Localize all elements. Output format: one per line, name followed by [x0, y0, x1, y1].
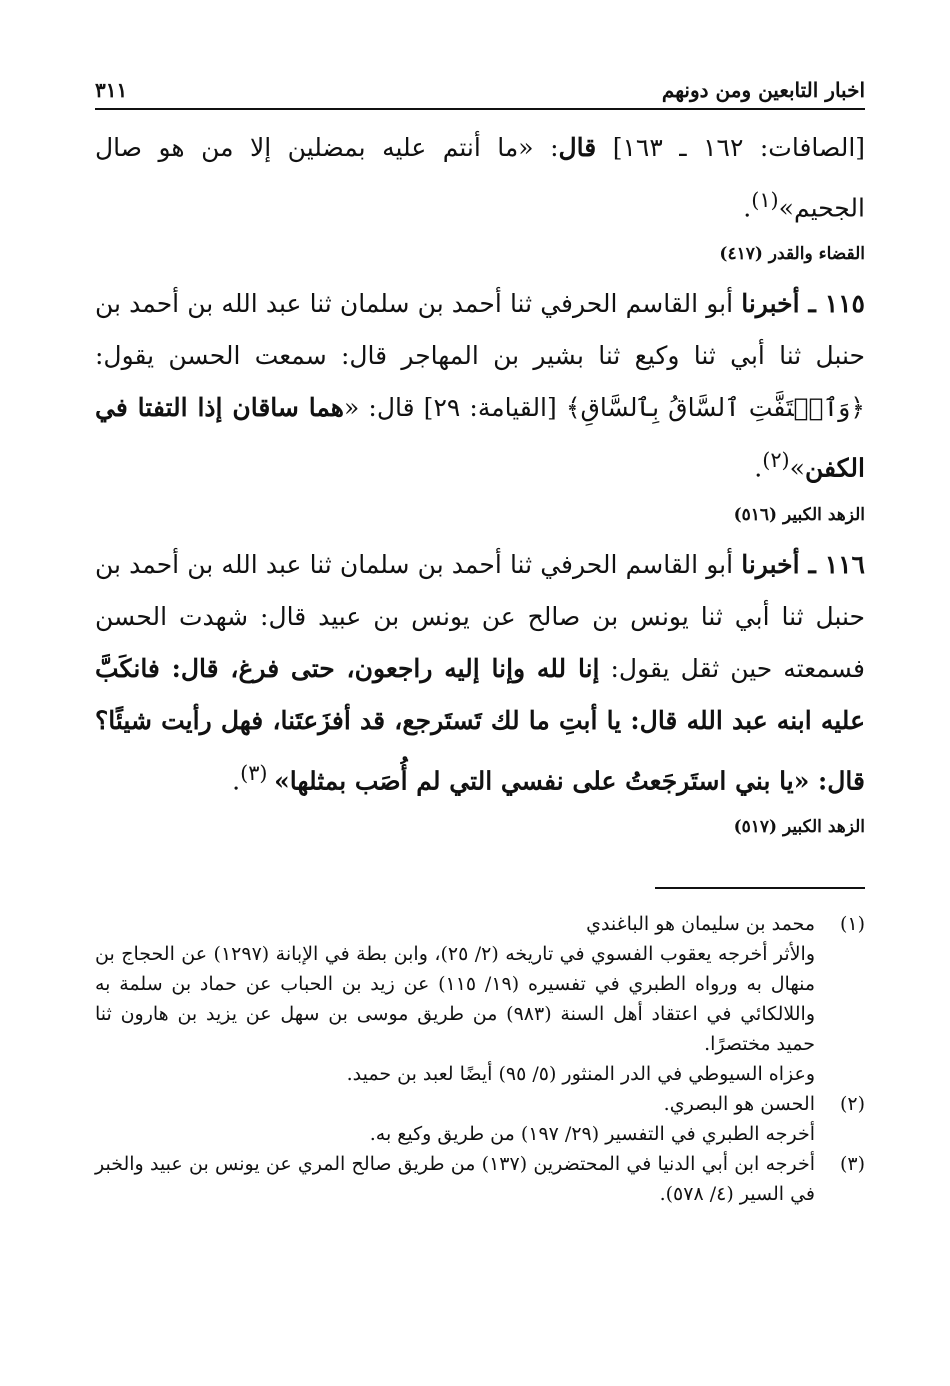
source-reference: الزهد الكبير (٥١٧) — [733, 816, 865, 837]
paragraph-116: ١١٦ ـ أخبرنا أبو القاسم الحرفي ثنا أحمد بن سلمان ثنا عبد الله بن أحمد بن حنبل ثنا أبي ثنا يونس بن صالح عن يونس بن عبيد قال: شهدت الحسن فسمعته حين ثقل يقول: إنا لله وإنا إليه راجعون، حتى فرغ، قال: فانكَبَّ عليه ابنه عبد الله قال: يا أبتِ ما لك تَستَرجع، قد أفزَعتَنا، فهل رأيت شيئًا؟ قال: «يا بني استَرجَعتُ على نفسي التي لم أُصَب بمثلها» $^{(٣)}$. — [95, 549, 865, 795]
page-number: ٣١١ — [95, 78, 128, 102]
footnote-ref-3: (٣) — [240, 760, 275, 785]
header-rule — [95, 108, 865, 110]
footnote-ref-2: (٢) — [762, 448, 790, 473]
source-reference: الزهد الكبير (٥١٦) — [733, 504, 865, 525]
footnote-line: وعزاه السيوطي في الدر المنثور (٥/ ٩٥) أيضًا لعبد بن حميد. — [346, 1062, 815, 1085]
book-page — [95, 60, 865, 1209]
footnote-number: (٣) — [839, 1152, 865, 1175]
footnote-number: (١) — [839, 912, 865, 935]
page-header — [95, 60, 865, 102]
narration-number: ١١٦ ـ — [799, 549, 865, 579]
footnote-line: أخرجه الطبري في التفسير (٢٩/ ١٩٧) من طريق وكيع به. — [369, 1122, 815, 1145]
footnote-line: الحسن هو البصري. — [663, 1092, 815, 1115]
running-title: اخبار التابعين ومن دونهم — [661, 78, 865, 102]
footnote-ref-1: (١) — [751, 188, 779, 212]
footnote-3 — [95, 1149, 865, 1209]
footnote-2 — [95, 1089, 865, 1149]
footnote-1 — [95, 909, 865, 1089]
footnote-separator — [655, 887, 865, 889]
paragraph-quran-citation: [الصافات: ١٦٢ ـ ١٦٣] قال: «ما أنتم عليه بمضلين إلا من هو صال الجحيم»$^{(١)}$. — [95, 133, 866, 223]
source-reference: القضاء والقدر (٤١٧) — [719, 244, 865, 265]
footnote-line: أخرجه ابن أبي الدنيا في المحتضرين (١٣٧) من طريق صالح المري عن يونس بن عبيد والخبر في السير (٤/ ٥٧٨). — [95, 1152, 816, 1205]
footnote-line: محمد بن سليمان هو الباغندي — [586, 912, 815, 935]
footnote-line: والأثر أخرجه يعقوب الفسوي في تاريخه (٢/ ٢٥)، وابن بطة في الإبانة (١٢٩٧) عن الحجاج بن منهال به ورواه الطبري في تفسيره (١٩/ ١١٥) عن زيد بن الحباب عن حماد بن سلمة به واللالكائي في اعتقاد أهل السنة (٩٨٣) من طريق موسى بن سهل عن يزيد بن هارون ثنا حميد مختصرًا. — [95, 942, 815, 1055]
narration-number: ١١٥ ـ — [799, 289, 865, 319]
footnote-number: (٢) — [839, 1092, 865, 1115]
paragraph-115: ١١٥ ـ أخبرنا أبو القاسم الحرفي ثنا أحمد بن سلمان ثنا عبد الله بن أحمد بن حنبل ثنا أبي ثنا وكيع ثنا بشير بن المهاجر قال: سمعت الحسن يقول: ﴿وَٱلۡتَفَّتِ ٱلسَّاقُ بِٱلسَّاقِ﴾ [القيامة: ٢٩] قال: «هما ساقان إذا التفتا في الكفن»$^{(٢)}$. — [95, 289, 865, 483]
